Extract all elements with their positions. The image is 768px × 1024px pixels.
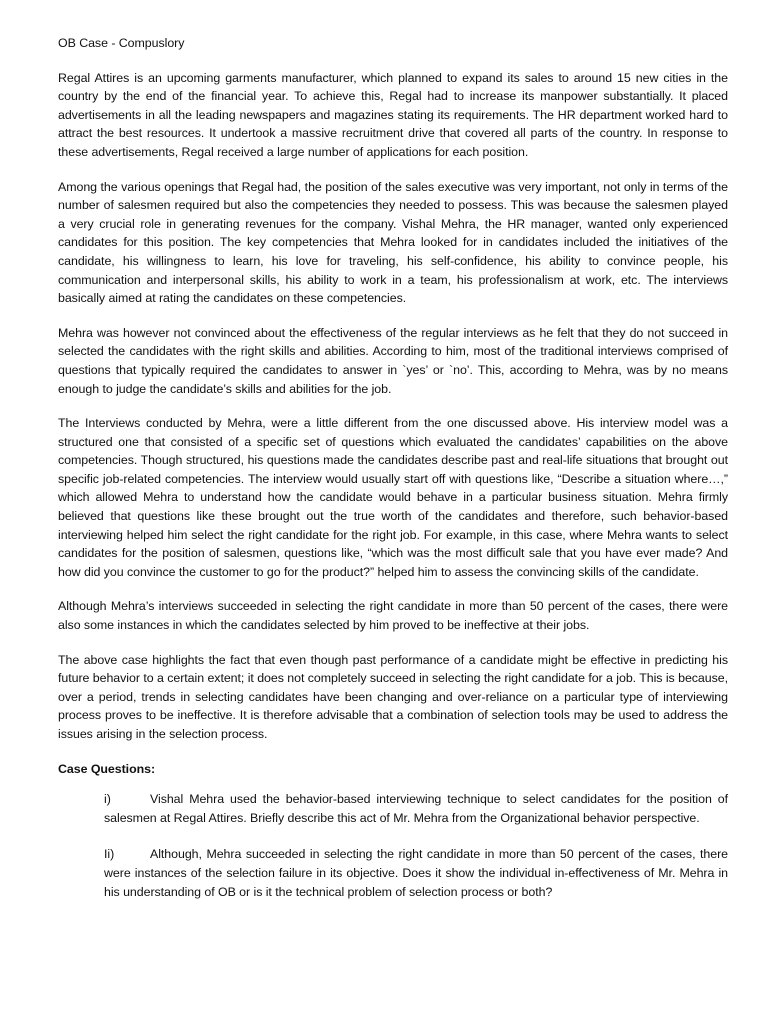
question-item [58,790,728,827]
question-item [58,845,728,901]
paragraph-conclusion: The above case highlights the fact that even though past performance of a candidate might be effective in predicting his future behavior to a certain extent; it does not completely succeed in selecting the right candidate for a job. This is because, over a period, trends in selecting candidates have been changing and over-reliance on a particular type of interviewing process proves to be ineffective. It is therefore advisable that a combination of selection tools may be used to address the issues arising in the selection process. [58,652,728,741]
question-text: Although, Mehra succeeded in selecting the right candidate in more than 50 percent of the cases, there were instances of the selection failure in its objective. Does it show the individual in-effectiveness of Mr. Mehra in his understanding of OB or is it the technical problem of selection process or both? [104,847,728,899]
paragraph-mehra-interviews: The Interviews conducted by Mehra, were a little different from the one discussed above. His interview model was a structured one that consisted of a specific set of questions which evaluated the candidates’ capabilities on the above competencies. Though structured, his questions made the candidates describe past and real-life situations that brought out specific job-related competencies. The interview would usually start off with questions like, “Describe a situation where…,” which allowed Mehra to understand how the candidate would behave in a particular business situation. Mehra firmly believed that questions like these brought out the true worth of the candidates and therefore, such behavior-based interviewing helped him select the right candidate for the right job. For example, in this case, where Mehra wants to select candidates for the position of salesmen, questions like, “which was the most difficult sale that you have ever made? And how did you convince the customer to go for the product?” helped him to assess the convincing skills of the candidate. [58,416,728,579]
case-questions-heading: Case Questions: [58,761,156,776]
question-number: Ii) [104,847,115,862]
question-text: Vishal Mehra used the behavior-based interviewing technique to select candidates for the position of salesmen at Regal Attires. Briefly describe this act of Mr. Mehra from the Organizational behavior perspective. [104,792,728,825]
paragraph-traditional-interviews: Mehra was however not convinced about the effectiveness of the regular interviews as he felt that they do not succeed in selected the candidates with the right skills and abilities. According to him, most of the traditional interviews comprised of questions that typically required the candidates to answer in `yes’ or `no’. This, according to Mehra, was by no means enough to judge the candidate’s skills and abilities for the job. [58,325,728,396]
question-number: i) [104,792,111,807]
paragraph-intro: Regal Attires is an upcoming garments manufacturer, which planned to expand its sales to around 15 new cities in the country by the end of the financial year. To achieve this, Regal had to increase its manpower substantially. It placed advertisements in all the leading newspapers and magazines stating its requirements. The HR department worked hard to attract the best resources. It undertook a massive recruitment drive that covered all parts of the country. In response to these advertisements, Regal received a large number of applications for each position. [58,70,728,159]
document-title: OB Case - Compuslory [58,36,185,50]
paragraph-sales-executive: Among the various openings that Regal had, the position of the sales executive was very important, not only in terms of the number of salesmen required but also the competencies they needed to possess. This was because the salesmen played a very crucial role in generating revenues for the company. Vishal Mehra, the HR manager, wanted only experienced candidates for this position. The key competencies that Mehra looked for in candidates included the initiatives of the candidate, his willingness to learn, his love for traveling, his self-confidence, his ability to convince people, his communication and interpersonal skills, his ability to work in a team, his professionalism at work, etc. The interviews basically aimed at rating the candidates on these competencies. [58,179,728,306]
document-page [58,34,728,919]
questions-list [58,790,728,901]
paragraph-results: Although Mehra’s interviews succeeded in selecting the right candidate in more than 50 percent of the cases, there were also some instances in which the candidates selected by him proved to be ineffective at their jobs. [58,599,728,633]
